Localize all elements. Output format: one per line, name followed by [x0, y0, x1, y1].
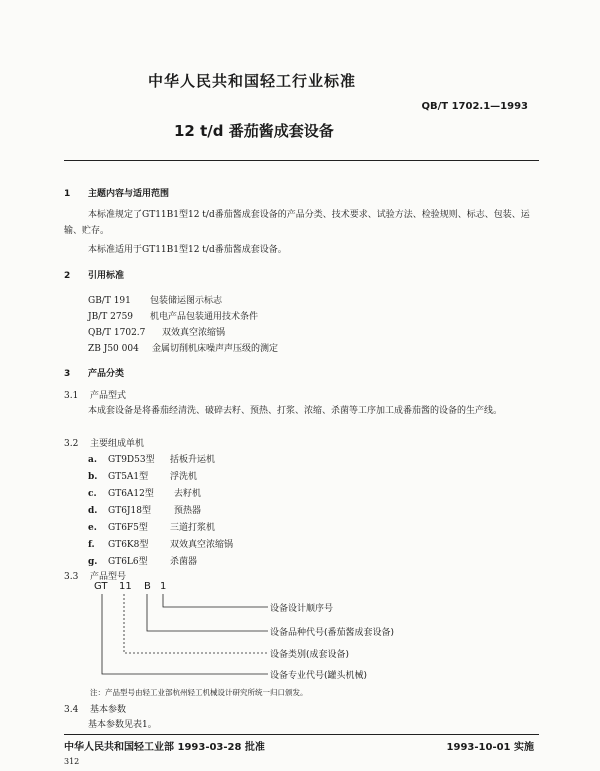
reference-code: GB/T 191 — [88, 296, 131, 306]
standard-number: QB/T 1702.1—1993 — [421, 101, 528, 112]
item-name: 浮洗机 — [170, 472, 198, 482]
code-part-1: 1 — [160, 581, 167, 592]
section-3-1-title: 产品型式 — [90, 391, 127, 401]
label-specialty-code: 设备专业代号(罐头机械) — [270, 671, 368, 681]
reference-name: 双效真空浓缩锅 — [162, 328, 226, 338]
section-3-4-number: 3.4 — [64, 705, 79, 715]
implementation-date: 1993-10-01 实施 — [446, 742, 534, 753]
label-category: 设备类别(成套设备) — [270, 650, 350, 660]
reference-code: ZB J50 004 — [88, 344, 139, 354]
footer-rule — [64, 734, 539, 735]
code-part-gt: GT — [94, 581, 108, 592]
document-title: 12 t/d 番茄酱成套设备 — [174, 122, 334, 140]
section-3-3-title: 产品型号 — [90, 572, 127, 582]
item-name: 三道打浆机 — [170, 523, 216, 533]
item-letter: f. — [88, 540, 95, 550]
standard-category-title: 中华人民共和国轻工行业标准 — [148, 72, 357, 90]
item-letter: b. — [88, 472, 98, 482]
page-number: 312 — [64, 757, 80, 766]
section-3-4-heading — [64, 702, 126, 715]
item-name: 双效真空浓缩锅 — [170, 540, 234, 550]
item-letter: d. — [88, 506, 98, 516]
item-letter: c. — [88, 489, 97, 499]
section-3-4-paragraph: 基本参数见表1。 — [88, 720, 157, 730]
label-design-sequence: 设备设计顺序号 — [270, 604, 334, 614]
item-letter: a. — [88, 455, 97, 465]
section-1-paragraph-2: 本标准适用于GT11B1型12 t/d番茄酱成套设备。 — [88, 245, 287, 255]
connector-design-sequence — [163, 594, 268, 607]
section-1-paragraph-1: 本标准规定了GT11B1型12 t/d番茄酱成套设备的产品分类、技术要求、试验方法、检验规则、标志、包装、运输、贮存。 — [64, 210, 530, 236]
section-2-number: 2 — [64, 271, 71, 281]
section-3-number: 3 — [64, 369, 71, 379]
code-part-b: B — [144, 581, 151, 592]
section-3-title: 产品分类 — [88, 369, 125, 379]
connector-specialty-code — [102, 594, 268, 674]
item-name: 预热器 — [174, 506, 202, 516]
section-3-1-number: 3.1 — [64, 391, 79, 401]
section-3-1-paragraph: 本成套设备是将番茄经清洗、破碎去籽、预热、打浆、浓缩、杀菌等工序加工成番茄酱的设备的生产线。 — [88, 406, 503, 416]
item-model: GT5A1型 — [108, 472, 149, 482]
item-letter: g. — [88, 557, 98, 567]
section-3-2-title: 主要组成单机 — [90, 439, 145, 449]
item-model: GT9D53型 — [108, 455, 155, 465]
reference-name: 包装储运图示标志 — [150, 296, 223, 306]
item-name: 杀菌器 — [170, 557, 198, 567]
item-model: GT6K8型 — [108, 540, 149, 550]
item-model: GT6J18型 — [108, 506, 151, 516]
section-1-title: 主题内容与适用范围 — [88, 189, 170, 199]
note: 注：产品型号由轻工业部杭州轻工机械设计研究所统一归口颁发。 — [90, 688, 308, 697]
code-part-11: 11 — [119, 581, 132, 592]
item-name: 去籽机 — [174, 489, 202, 499]
section-3-2-number: 3.2 — [64, 439, 79, 449]
item-model: GT6L6型 — [108, 557, 148, 567]
label-variety-code: 设备品种代号(番茄酱成套设备) — [270, 628, 395, 638]
item-name: 括板升运机 — [170, 455, 216, 465]
reference-name: 机电产品包装通用技术条件 — [150, 312, 259, 322]
section-2-title: 引用标准 — [88, 271, 125, 281]
reference-name: 金属切削机床噪声声压级的测定 — [152, 344, 279, 354]
section-1-number: 1 — [64, 189, 71, 199]
section-3-3-number: 3.3 — [64, 572, 79, 582]
section-3-4-title: 基本参数 — [90, 705, 127, 715]
reference-code: JB/T 2759 — [88, 312, 134, 322]
item-model: GT6F5型 — [108, 523, 148, 533]
connector-category — [124, 594, 268, 653]
item-letter: e. — [88, 523, 97, 533]
reference-code: QB/T 1702.7 — [88, 328, 146, 338]
approval-line: 中华人民共和国轻工业部 1993-03-28 批准 — [64, 742, 265, 753]
item-model: GT6A12型 — [108, 489, 154, 499]
connector-variety-code — [147, 594, 268, 631]
